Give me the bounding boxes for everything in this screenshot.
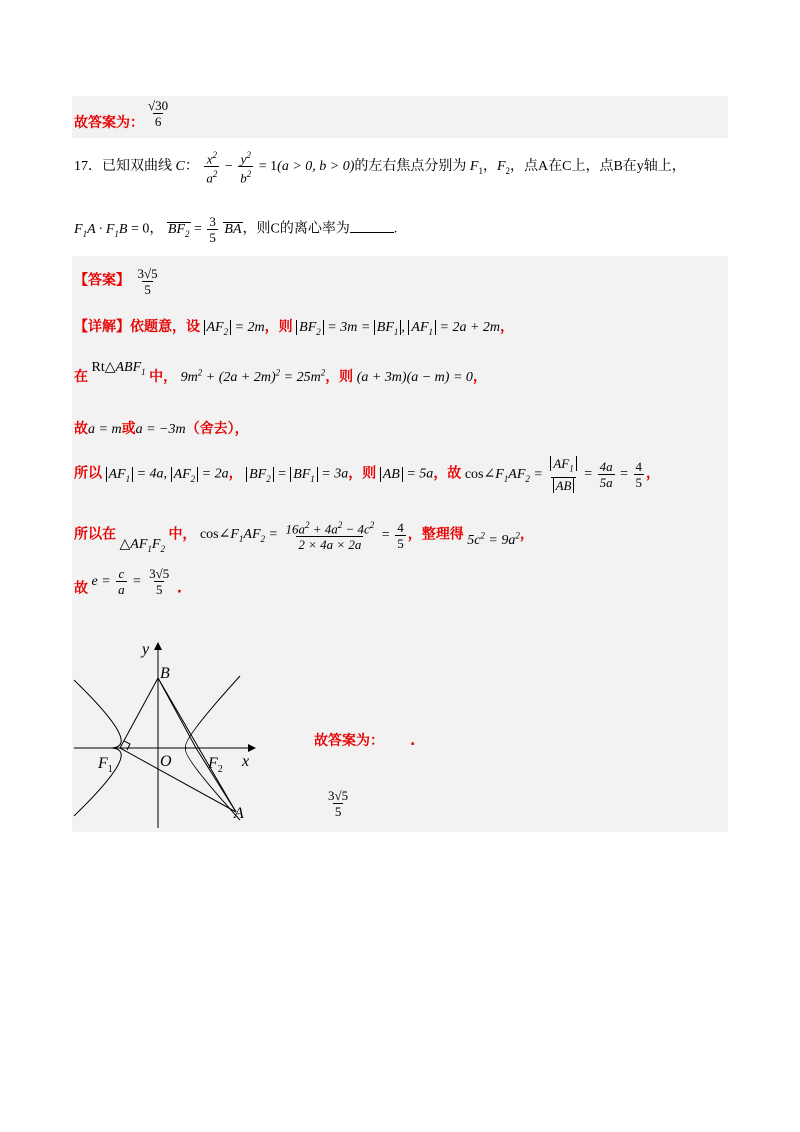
f1-label: $F_1$	[98, 755, 113, 775]
x-axis-label: x	[242, 753, 250, 770]
question-line-1: 17．已知双曲线 C： $\frac{x^2}{a^2}$ − $\frac{y^2}{b^2}$ = 1(a > 0, b > 0)的左右焦点分别为 $F_1$，$F_2$，点A在C上，点B在y轴上，	[74, 150, 686, 186]
detail-line-3: 故a = m或a = −3m（舍去），	[74, 421, 249, 437]
f2-label: $F_2$	[208, 755, 223, 775]
right-angle-mark	[124, 741, 130, 750]
x-axis-arrow-icon	[248, 744, 256, 752]
question-line-2: $F_1A \cdot F_1B = 0$， $BF_2$ = $\frac{3}{5}$ BA，则C的离心率为 .	[74, 214, 398, 245]
detail-line-6: 故 e = $\frac{c}{a}$ = $\frac{3√5}{5}$ .	[74, 566, 183, 597]
point-a-label: A	[234, 805, 244, 822]
final-answer-value: $\frac{3√5}{5}$	[328, 788, 349, 819]
previous-answer-label: 故答案为：	[74, 115, 144, 131]
final-answer-line: 故答案为： .	[314, 733, 416, 749]
question-number: 17．	[74, 159, 102, 175]
detail-line-2: 在 $Rt\triangle ABF_1$ 中， $9m^2 + (2a + 2m)^2 = 25m^2$，则 (a + 3m)(a − m) = 0，	[74, 360, 487, 385]
hyperbola-figure	[72, 636, 272, 832]
y-axis-label: y	[142, 641, 150, 658]
y-axis-arrow-icon	[154, 642, 162, 650]
answer-blank	[350, 220, 394, 233]
detail-line-5: 所以在 $\triangle AF_1F_2$ 中， $\cos\angle F_1AF_2$ = $\frac{16a^2 + 4a^2 - 4c^2}{2 \times 4a \times 2a}$ = $\frac{4}{5}$ ，整理得 $5c^2 = 9a^2$，	[74, 519, 534, 555]
detail-line-1: 【详解】依题意，设 $AF_2 = 2m$，则 $BF_2 = 3m = BF_1$ , $AF_1 = 2a + 2m$，	[74, 319, 515, 337]
previous-answer-value: $\frac{√30}{6}$	[148, 98, 169, 129]
answer-line: 【答案】 $\frac{3√5}{5}$	[74, 266, 158, 297]
origin-label: O	[160, 753, 172, 770]
point-b-label: B	[160, 665, 170, 682]
detail-line-4: 所以 $AF_1 = 4a$, $AF_2 = 2a$， $BF_2 = BF_1 = 3a$，则 AB = 5a，故 $\cos\angle F_1AF_2$ = $\frac{AF_1}{AB}$ = $\frac{4a}{5a}$ = $\frac{4}{5}$ ，	[74, 456, 661, 493]
